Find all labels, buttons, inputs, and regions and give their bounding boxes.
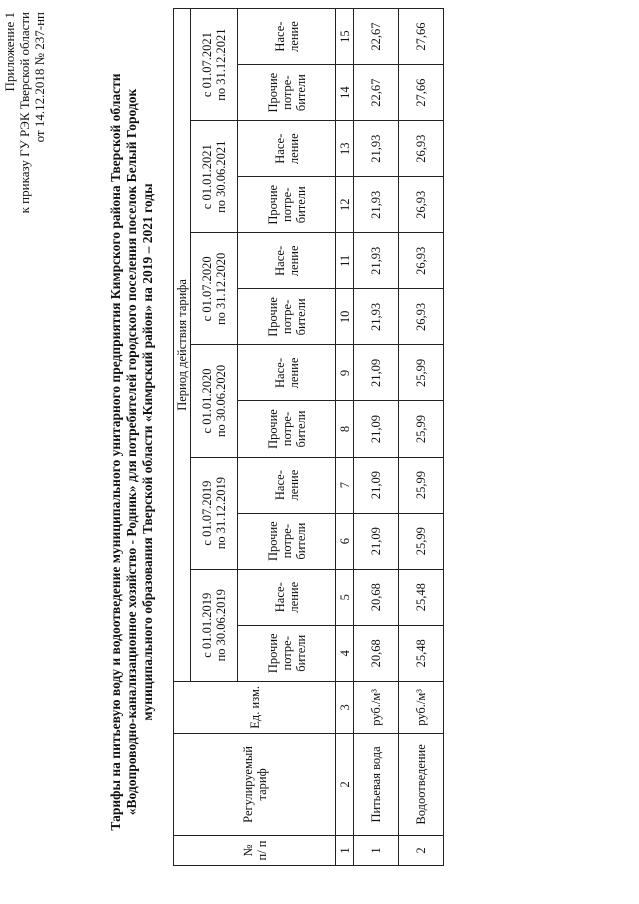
subheader-population: Насе- ление (238, 457, 336, 513)
row-value: 26,93 (399, 233, 444, 289)
document-title (108, 0, 156, 904)
subheader-population: Насе- ление (238, 233, 336, 289)
row-value: 26,93 (399, 177, 444, 233)
period-from: с 01.01.2021 (200, 144, 214, 210)
column-number: 7 (336, 457, 354, 513)
subheader-population: Насе- ление (238, 569, 336, 625)
row-value: 27,66 (399, 9, 444, 65)
row-value: 21,09 (354, 457, 399, 513)
column-number: 4 (336, 625, 354, 681)
row-value: 21,93 (354, 121, 399, 177)
subheader-population: Насе- ление (238, 345, 336, 401)
period-to: по 31.12.2019 (214, 476, 228, 550)
row-tariff: Водоотведение (399, 733, 444, 835)
period-from: с 01.01.2020 (200, 368, 214, 434)
subheader-population: Насе- ление (238, 121, 336, 177)
row-value: 21,09 (354, 513, 399, 569)
subheader-other: Прочие потре- бители (238, 513, 336, 569)
period-to: по 31.12.2021 (214, 28, 228, 101)
period-to: по 31.12.2020 (214, 252, 228, 326)
row-value: 25,48 (399, 569, 444, 625)
period-range-6 (191, 9, 238, 121)
appendix-note (2, 12, 47, 213)
row-value: 25,99 (399, 401, 444, 457)
subheader-other: Прочие потре- бители (238, 65, 336, 121)
row-value: 21,09 (354, 345, 399, 401)
row-value: 20,68 (354, 569, 399, 625)
row-num: 1 (354, 835, 399, 865)
column-number: 5 (336, 569, 354, 625)
subheader-other: Прочие потре- бители (238, 177, 336, 233)
period-range-1 (191, 569, 238, 681)
appendix-line-3: от 14.12.2018 № 237-нп (32, 12, 47, 143)
row-value: 22,67 (354, 9, 399, 65)
row-value: 25,99 (399, 513, 444, 569)
period-range-3 (191, 345, 238, 457)
table-row (354, 9, 399, 866)
period-range-5 (191, 121, 238, 233)
subheader-other: Прочие потре- бители (238, 289, 336, 345)
subheader-population: Насе- ление (238, 9, 336, 65)
row-value: 21,93 (354, 233, 399, 289)
column-number: 12 (336, 177, 354, 233)
period-from: с 01.01.2019 (200, 592, 214, 658)
header-num: № п/ п (174, 835, 336, 865)
period-from: с 01.07.2020 (200, 256, 214, 322)
period-from: с 01.07.2021 (200, 32, 214, 98)
column-number: 3 (336, 681, 354, 733)
column-number: 14 (336, 65, 354, 121)
period-to: по 30.06.2019 (214, 589, 228, 662)
column-number: 11 (336, 233, 354, 289)
column-number: 2 (336, 733, 354, 835)
period-range-4 (191, 233, 238, 345)
row-value: 21,09 (354, 401, 399, 457)
column-number: 6 (336, 513, 354, 569)
column-number: 9 (336, 345, 354, 401)
row-num: 2 (399, 835, 444, 865)
title-line-2: «Водопроводно-канализационное хозяйство - Родник» для потребителей городского поселения поселок Белый Городок (124, 88, 139, 816)
column-number: 1 (336, 835, 354, 865)
appendix-line-2: к приказу ГУ РЭК Тверской области (17, 12, 32, 214)
title-line-3: муниципального образования Тверской области «Кимрский район» на 2019 – 2021 годы (140, 183, 155, 721)
appendix-line-1: Приложение 1 (2, 12, 17, 92)
row-value: 22,67 (354, 65, 399, 121)
subheader-other: Прочие потре- бители (238, 401, 336, 457)
subheader-other: Прочие потре- бители (238, 625, 336, 681)
row-value: 25,99 (399, 345, 444, 401)
period-range-2 (191, 457, 238, 569)
tariff-table (173, 8, 444, 866)
period-from: с 01.07.2019 (200, 480, 214, 546)
header-unit: Ед. изм. (174, 681, 336, 733)
row-tariff: Питьевая вода (354, 733, 399, 835)
row-value: 20,68 (354, 625, 399, 681)
column-number: 10 (336, 289, 354, 345)
column-number: 15 (336, 9, 354, 65)
title-line-1: Тарифы на питьевую воду и водоотведение муниципального унитарного предприятия Кимрского района Тверской области (108, 73, 123, 831)
row-value: 26,93 (399, 289, 444, 345)
row-unit: руб./м³ (354, 681, 399, 733)
row-unit: руб./м³ (399, 681, 444, 733)
row-value: 25,99 (399, 457, 444, 513)
row-value: 21,93 (354, 289, 399, 345)
table-row (399, 9, 444, 866)
header-period: Период действия тарифа (174, 9, 191, 682)
period-to: по 30.06.2020 (214, 364, 228, 438)
row-value: 27,66 (399, 65, 444, 121)
column-number: 8 (336, 401, 354, 457)
row-value: 25,48 (399, 625, 444, 681)
period-to: по 30.06.2021 (214, 140, 228, 213)
row-value: 21,93 (354, 177, 399, 233)
header-tariff: Регулируемый тариф (174, 733, 336, 835)
row-value: 26,93 (399, 121, 444, 177)
column-number: 13 (336, 121, 354, 177)
